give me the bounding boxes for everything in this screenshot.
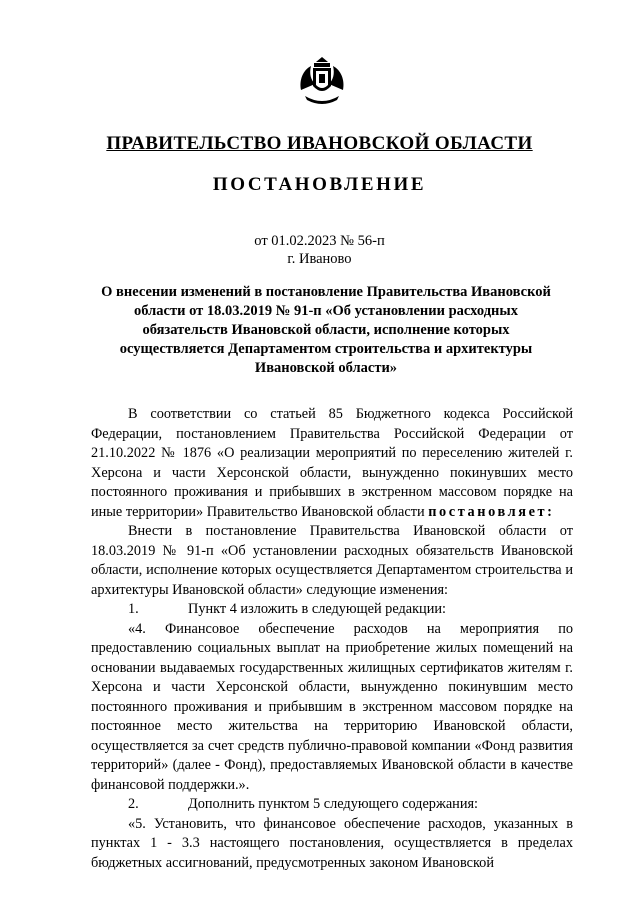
government-title: ПРАВИТЕЛЬСТВО ИВАНОВСКОЙ ОБЛАСТИ	[106, 133, 533, 154]
document-meta	[0, 232, 639, 268]
preamble-paragraph	[91, 405, 573, 522]
document-body	[91, 405, 573, 873]
item-1-text: Пункт 4 изложить в следующей редакции:	[188, 601, 446, 617]
preamble-text: В соответствии со статьей 85 Бюджетного кодекса Российской Федерации, постановлением Правительства Российской Федерации от 21.10.2022 № 1876 «О реализации мероприятий по переселению жителей г. Херсона и части Херсонской области, вынужденно покинувших место постоянного проживания и прибывших в экстренном массовом порядке на иные территории» Правительство Ивановской области	[91, 406, 573, 520]
item-1-content: «4. Финансовое обеспечение расходов на мероприятия по предоставлению социальных выплат на приобретение жилых помещений на основании выдаваемых государственных жилищных сертификатов жителям г. Херсона и части Херсонской области, вынужденно покинувшим место постоянного проживания и прибывшим в экстренном массовом порядке на постоянное место жительства на территорию Ивановской области, осуществляется за счет средств публично-правовой компании «Фонд развития территорий» (далее - Фонд), предоставляемых Ивановской области в качестве финансовой поддержки.».	[91, 620, 573, 793]
city: г. Иваново	[287, 251, 352, 267]
intro-paragraph: Внести в постановление Правительства Ивановской области от 18.03.2019 № 91-п «Об установлении расходных обязательств Ивановской области, исполнение которых осуществляется Департаментом строительства и архитектуры Ивановской области» следующие изменения:	[91, 523, 573, 598]
item-2	[91, 795, 573, 815]
item-2-text: Дополнить пунктом 5 следующего содержания:	[188, 796, 479, 812]
item-1	[91, 600, 573, 620]
item-2-number: 2.	[128, 796, 139, 812]
decree-word: постановляет:	[428, 503, 555, 520]
item-2-content: «5. Установить, что финансовое обеспечение расходов, указанных в пунктах 1 - 3.3 настоящего постановления, осуществляется в пределах бюджетных ассигнований, предусмотренных законом Ивановской	[91, 815, 573, 871]
document-heading: О внесении изменений в постановление Правительства Ивановской области от 18.03.2019 № 91-п «Об установлении расходных обязательств Ивановской области, исполнение которых осуществляется Департаментом строительства и архитектуры Ивановской области»	[101, 284, 551, 376]
coat-of-arms-emblem	[295, 56, 349, 106]
document-type: ПОСТАНОВЛЕНИЕ	[212, 174, 427, 195]
date-number: от 01.02.2023 № 56-п	[254, 233, 385, 249]
item-1-number: 1.	[128, 601, 139, 617]
